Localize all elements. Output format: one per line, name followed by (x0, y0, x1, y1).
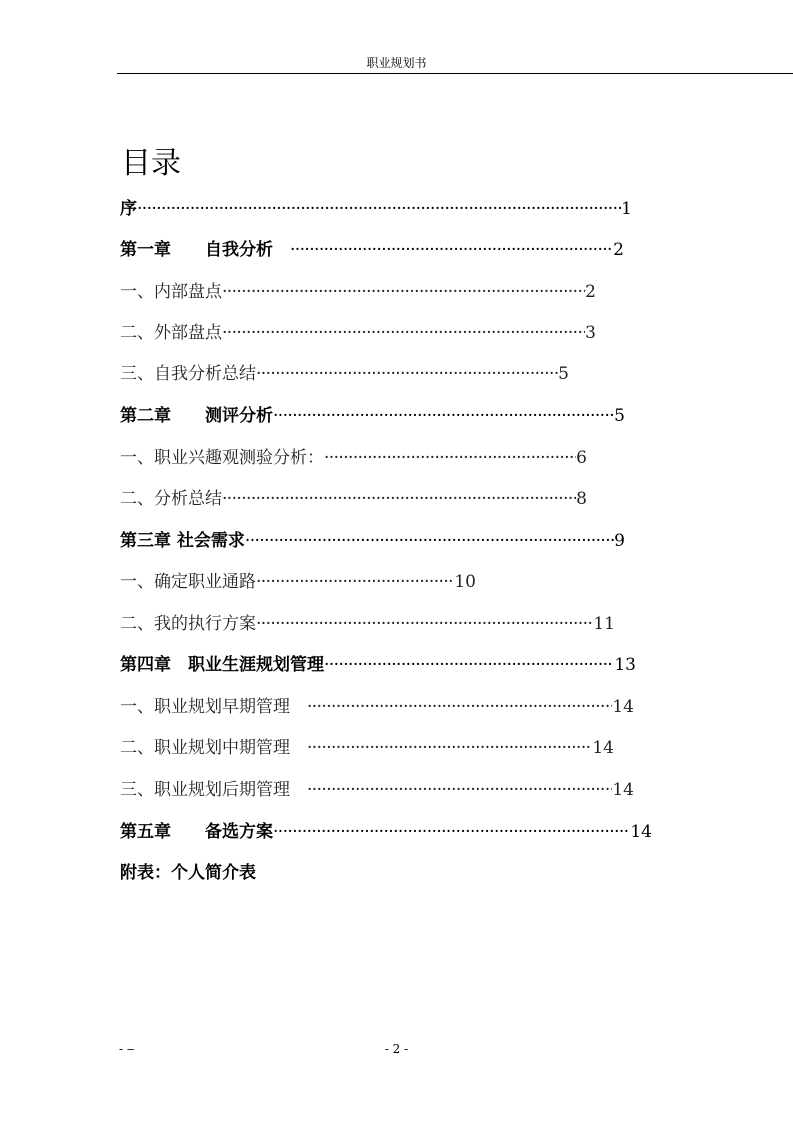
toc-entry-label: 第二章 测评分析 (120, 406, 273, 426)
toc-entry[interactable] (120, 526, 625, 552)
toc-dot-leader (222, 488, 576, 510)
toc-entry-label: 二、分析总结 (120, 489, 222, 509)
toc-dot-leader (256, 613, 593, 635)
toc-entry-label: 二、我的执行方案 (120, 614, 256, 634)
toc-entry-label: 第一章 自我分析 (120, 240, 290, 260)
toc-dot-leader (245, 530, 614, 552)
toc-dot-leader (273, 405, 614, 427)
toc-entry-page: 14 (612, 697, 634, 717)
toc-entry[interactable] (120, 775, 634, 801)
toc-entry[interactable] (120, 277, 596, 303)
footer-marks: - ‒ (119, 1042, 135, 1056)
toc-entry-label: 一、内部盘点 (120, 282, 222, 302)
toc-entry-page: 9 (614, 531, 625, 551)
toc-dot-leader (290, 239, 613, 261)
toc-dot-leader (222, 281, 585, 303)
toc-dot-leader (307, 696, 612, 718)
toc-entry-page: 10 (454, 572, 476, 592)
toc-entry-appendix[interactable] (120, 858, 256, 884)
toc-entry-label: 三、职业规划后期管理 (120, 780, 307, 800)
toc-entry-page: 1 (621, 199, 632, 219)
toc-entry[interactable] (120, 235, 624, 261)
toc-entry[interactable] (120, 318, 596, 344)
toc-entry-label: 二、外部盘点 (120, 323, 222, 343)
toc-entry-label: 一、确定职业通路 (120, 572, 256, 592)
toc-entry[interactable] (120, 692, 634, 718)
toc-entry[interactable] (120, 817, 652, 843)
toc-entry[interactable] (120, 650, 636, 676)
toc-entry-label: 三、自我分析总结 (120, 364, 256, 384)
toc-entry-page: 14 (592, 738, 614, 758)
header-divider (117, 73, 793, 74)
toc-entry-label: 一、职业兴趣观测验分析： (120, 448, 324, 468)
toc-dot-leader (273, 821, 630, 843)
toc-entry-page: 8 (576, 489, 587, 509)
toc-entry-label: 附表：个人简介表 (120, 863, 256, 883)
toc-dot-leader (324, 654, 614, 676)
toc-entry-page: 5 (558, 364, 569, 384)
toc-entry-label: 二、职业规划中期管理 (120, 738, 307, 758)
toc-entry-page: 3 (585, 323, 596, 343)
toc-heading: 目录 (121, 146, 181, 181)
toc-entry[interactable] (120, 484, 587, 510)
toc-entry-label: 序 (120, 199, 137, 219)
toc-entry-page: 5 (614, 406, 625, 426)
toc-entry-page: 2 (585, 282, 596, 302)
toc-dot-leader (256, 571, 454, 593)
toc-entry-page: 13 (614, 655, 636, 675)
toc-dot-leader (307, 737, 592, 759)
running-header-title: 职业规划书 (366, 56, 427, 70)
toc-entry[interactable] (120, 359, 569, 385)
toc-entry-label: 一、职业规划早期管理 (120, 697, 307, 717)
toc-entry-label: 第三章 社会需求 (120, 531, 245, 551)
toc-dot-leader (307, 779, 612, 801)
toc-dot-leader (256, 363, 558, 385)
toc-entry[interactable] (120, 567, 476, 593)
toc-dot-leader (222, 322, 585, 344)
toc-entry-label: 第四章 职业生涯规划管理 (120, 655, 324, 675)
toc-entry-page: 6 (576, 448, 587, 468)
toc-entry[interactable] (120, 609, 615, 635)
toc-entry-page: 14 (612, 780, 634, 800)
toc-entry[interactable] (120, 194, 632, 220)
toc-entry-label: 第五章 备选方案 (120, 822, 273, 842)
toc-entry-page: 14 (630, 822, 652, 842)
footer-page-number: - 2 - (384, 1042, 409, 1056)
toc-dot-leader (324, 447, 576, 469)
toc-dot-leader (137, 198, 621, 220)
toc-entry[interactable] (120, 443, 587, 469)
toc-entry-page: 11 (593, 614, 615, 634)
toc-entry[interactable] (120, 733, 614, 759)
toc-entry-page: 2 (613, 240, 624, 260)
toc-entry[interactable] (120, 401, 625, 427)
